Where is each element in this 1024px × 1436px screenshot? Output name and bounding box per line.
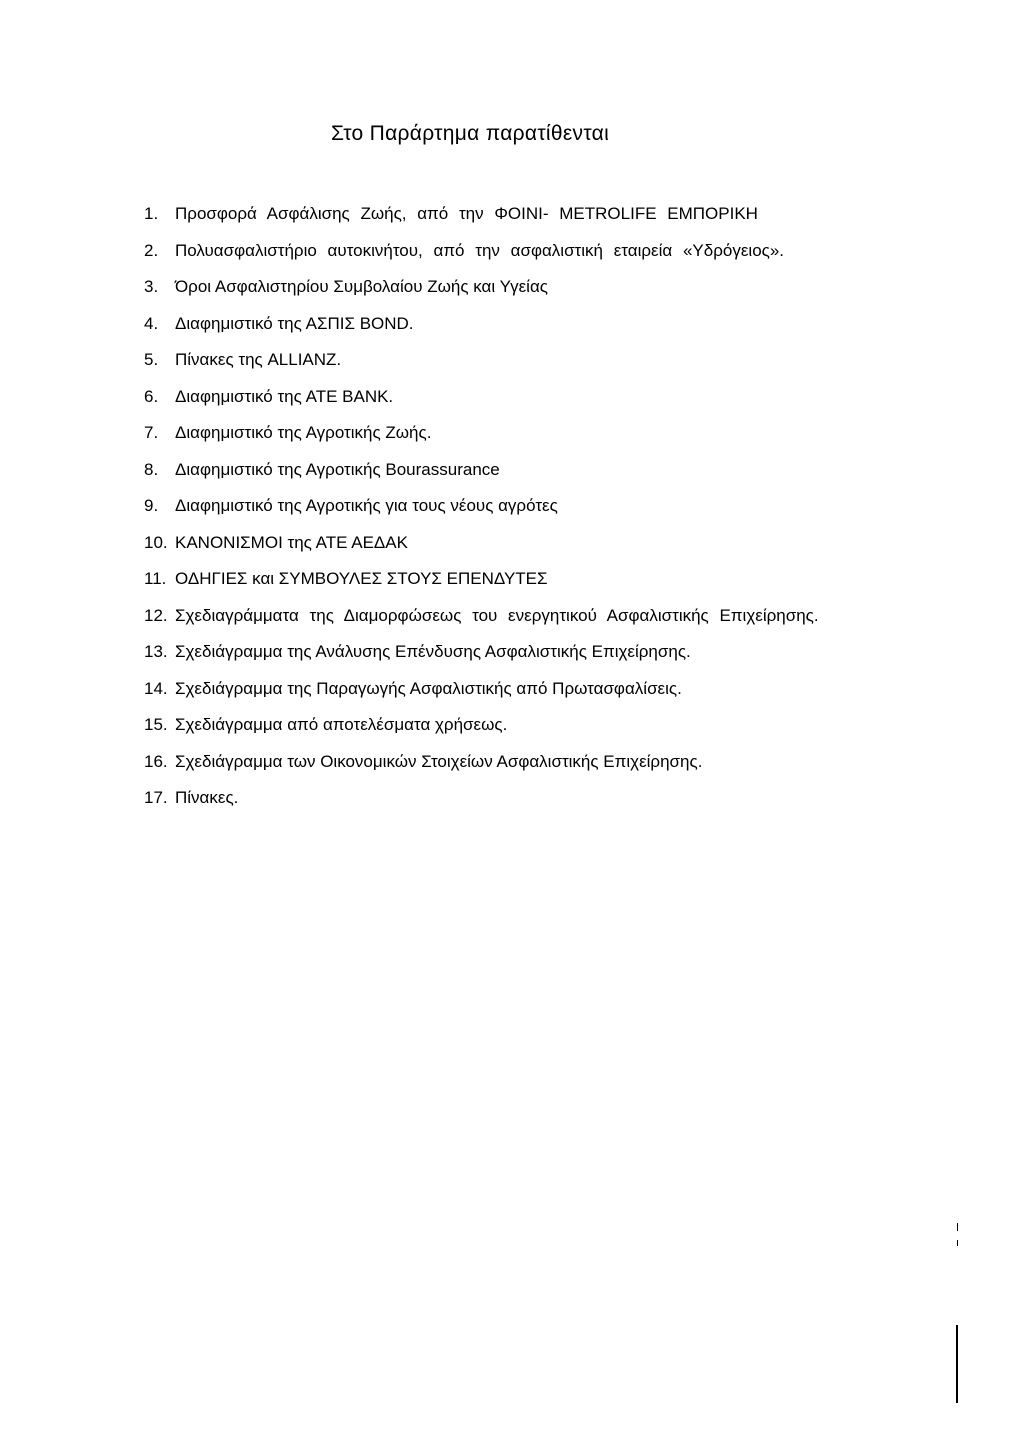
list-item-number: 6. [144,386,159,406]
list-item-text: Πίνακες. [175,788,239,807]
list-item-number: 3. [144,277,159,296]
list-item-number: 17. [144,788,168,807]
list-item-text: Διαφημιστικό της ΑΤΕ BANK. [175,386,394,406]
list-item-text: Σχεδιάγραμμα της Ανάλυσης Επένδυσης Ασφαλιστικής Επιχείρησης. [175,642,691,661]
list-item-text: ΚΑΝΟΝΙΣΜΟΙ της ΑΤΕ ΑΕΔΑΚ [175,532,408,552]
list-item-number: 14. [144,678,168,698]
list-item [144,452,822,489]
list-item-number: 5. [144,350,159,369]
list-item-number: 12. [144,605,168,625]
list-item-number: 11. [144,569,167,588]
list-item-text: Πίνακες της ALLIANZ. [175,350,342,369]
list-item [144,780,822,817]
list-item-text: Πολυασφαλιστήριο αυτοκινήτου, από την ασφαλιστική εταιρεία «Υδρόγειος». [175,240,785,260]
list-item-text: Διαφημιστικό της ΑΣΠΙΣ BOND. [175,313,414,333]
list-item-text: Όροι Ασφαλιστηρίου Συμβολαίου Ζωής και Υγείας [175,277,548,296]
list-item [144,415,822,452]
list-item [144,269,822,306]
list-item-number: 4. [144,313,159,333]
list-item [144,561,822,598]
list-item-text: Προσφορά Ασφάλισης Ζωής, από την ΦΟΙΝΙ- METROLIFE ΕΜΠΟΡΙΚΗ [175,204,758,223]
list-item [144,671,822,708]
list-item-number: 7. [144,423,159,442]
list-item-text: Διαφημιστικό της Αγροτικής Ζωής. [175,423,432,442]
list-item-number: 15. [144,715,168,734]
list-item [144,744,822,781]
scan-artifact-mark [957,1240,958,1246]
list-item-number: 13. [144,642,168,661]
list-item [144,525,822,562]
scan-artifact-mark [956,1325,958,1403]
scan-artifact-mark [957,1223,958,1231]
list-item-text: Διαφημιστικό της Αγροτικής Bourassurance [175,459,500,479]
list-item [144,707,822,744]
list-item-text: Σχεδιάγραμμα από αποτελέσματα χρήσεως. [175,715,508,734]
list-item [144,306,822,343]
list-item [144,233,822,270]
list-item [144,379,822,416]
list-item-number: 9. [144,496,159,515]
list-item [144,488,822,525]
page-title: Στο Παράρτημα παρατίθενται [330,122,610,145]
list-item-number: 1. [144,204,159,223]
list-item [144,634,822,671]
list-item-number: 16. [144,751,168,771]
list-item-text: Διαφημιστικό της Αγροτικής για τους νέους αγρότες [175,496,558,515]
list-item-text: ΟΔΗΓΙΕΣ και ΣΥΜΒΟΥΛΕΣ ΣΤΟΥΣ ΕΠΕΝΔΥΤΕΣ [175,569,548,588]
list-item-text: Σχεδιαγράμματα της Διαμορφώσεως του ενεργητικού Ασφαλιστικής Επιχείρησης. [175,605,819,625]
list-item-number: 2. [144,240,159,260]
list-item-text: Σχεδιάγραμμα των Οικονομικών Στοιχείων Ασφαλιστικής Επιχείρησης. [175,751,703,771]
appendix-list [144,196,822,817]
list-item [144,342,822,379]
list-item-text: Σχεδιάγραμμα της Παραγωγής Ασφαλιστικής από Πρωτασφαλίσεις. [175,678,682,698]
list-item-number: 8. [144,459,159,479]
list-item [144,196,822,233]
list-item [144,598,822,635]
list-item-number: 10. [144,532,168,552]
